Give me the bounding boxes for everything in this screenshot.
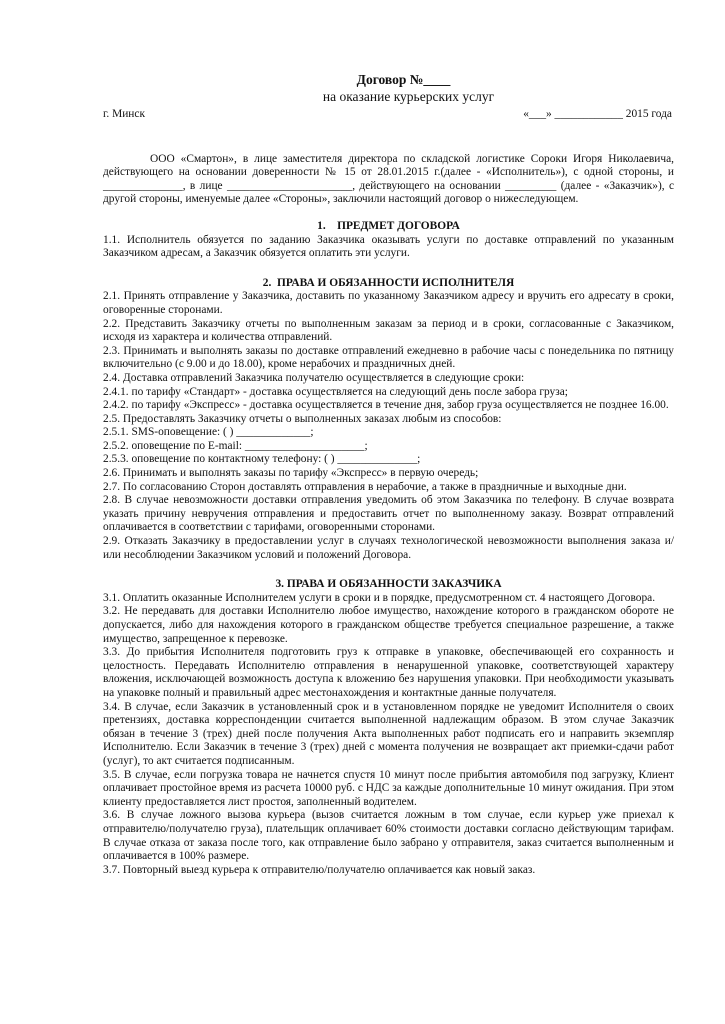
clause: 2.5.2. оповещение по E-mail: _____________________; — [103, 439, 368, 452]
contract-subtitle: на оказание курьерских услуг — [322, 89, 495, 104]
clause: 2.5. Предоставлять Заказчику отчеты о выполненных заказах любым из способов: — [103, 412, 502, 425]
clause: 3.5. В случае, если погрузка товара не начнется спустя 10 минут после прибытия автомобиля под загрузку, Клиент оплачивает простойное время из расчета 10000 руб. с НДС за каждые дополнительные 10 минут ожидания. При этом клиенту предоставляется лист простоя, заполненный водителем. — [103, 768, 674, 808]
section-subject — [103, 234, 674, 261]
section-contractor — [103, 290, 674, 562]
section-title-customer: 3. ПРАВА И ОБЯЗАННОСТИ ЗАКАЗЧИКА — [275, 578, 502, 591]
clause: 2.2. Представить Заказчику отчеты по выполненным заказам за период и в сроки, согласованные с Заказчиком, исходя из характера и количества отправлений. — [103, 317, 674, 344]
clause: 2.1. Принять отправление у Заказчика, доставить по указанному Заказчиком адресу и вручить его адресату в сроки, оговоренные сторонами. — [103, 290, 674, 316]
clause: 2.4.2. по тарифу «Экспресс» - доставка осуществляется в течение дня, забор груза осуществляется не позднее 16.00. — [103, 399, 669, 412]
clause: 3.6. В случае ложного вызова курьера (вызов считается ложным в том случае, если курьер уже приехал к отправителю/получателю груза), плательщик оплачивает 60% стоимости доставки согласно действующим тарифам. В случае отказа от заказа после того, как отправление было забрано у отправителя, заказ считается выполненным и оплачивается в 100% размере. — [103, 809, 674, 863]
clause: 2.7. По согласованию Сторон доставлять отправления в нерабочие, а также в праздничные и выходные дни. — [103, 480, 627, 493]
section-customer — [103, 592, 674, 877]
contract-document — [103, 72, 674, 877]
clause: 2.6. Принимать и выполнять заказы по тарифу «Экспресс» в первую очередь; — [103, 467, 479, 480]
clause: 3.1. Оплатить оказанные Исполнителем услуги в сроки и в порядке, предусмотренном ст. 4 настоящего Договора. — [103, 591, 656, 604]
preamble: ООО «Смартон», в лице заместителя директора по складской логистике Сороки Игоря Николаевича, действующего на основании доверенности № 15 от 28.01.2015 г.(далее - «Исполнитель»), с одной стороны, и ______________, в лице ______________________, действующего на основании _________ (далее - «Заказчик»), с другой стороны, именуемые далее «Стороны», заключили настоящий договор о нижеследующем. — [103, 152, 674, 206]
contract-title: Договор №____ — [356, 72, 451, 87]
clause: 2.5.3. оповещение по контактному телефону: ( ) ______________; — [103, 453, 421, 466]
section-title-subject: 1. ПРЕДМЕТ ДОГОВОРА — [317, 219, 460, 232]
contract-date: «___» ____________ 2015 года — [523, 108, 672, 120]
clause: 3.4. В случае, если Заказчик в установленный срок и в установленном порядке не уведомит Исполнителя о своих претензиях, доставка корреспонденции считается выполненной надлежащим образом. В этом случае Заказчик обязан в течение 3 (трех) дней после получения Акта выполненных работ подписать его и направить экземпляр Исполнителю. Если Заказчик в течение 3 (трех) дней с момента получения не возвращает акт приемки-сдачи работ (услуг), то акт считается подписанным. — [103, 700, 674, 767]
clause: 2.5.1. SMS-оповещение: ( ) _____________; — [103, 426, 314, 439]
city-date-line — [103, 108, 674, 122]
clause: 2.8. В случае невозможности доставки отправления уведомить об этом Заказчика по телефону. В случае возврата указать причину невручения отправления и предоставить отчет по выполненному заказу. Возврат отправлений оплачивается в соответствии с тарифами, оговоренными сторонами. — [103, 494, 674, 534]
clause: 2.3. Принимать и выполнять заказы по доставке отправлений ежедневно в рабочие часы с понедельника по пятницу включительно (с 9.00 и до 18.00), кроме нерабочих и праздничных дней. — [103, 344, 674, 371]
clause: 2.9. Отказать Заказчику в предоставлении услуг в случаях технологической невозможности выполнения заказа и/ или несоблюдении Заказчиком условий и положений Договора. — [103, 535, 674, 561]
city: г. Минск — [103, 108, 145, 120]
clause: 2.4. Доставка отправлений Заказчика получателю осуществляется в следующие сроки: — [103, 371, 525, 384]
clause: 3.2. Не передавать для доставки Исполнителю любое имущество, нахождение которого в гражданском обороте не допускается, либо для нахождения которого в гражданском обществе требуется специальное разрешение, а также имущество, запрещенное к перевозке. — [103, 605, 674, 645]
section-title-contractor: 2. ПРАВА И ОБЯЗАННОСТИ ИСПОЛНИТЕЛЯ — [262, 276, 515, 289]
clause: 3.7. Повторный выезд курьера к отправителю/получателю оплачивается как новый заказ. — [103, 863, 536, 876]
clause: 2.4.1. по тарифу «Стандарт» - доставка осуществляется на следующий день после забора груза; — [103, 385, 568, 398]
clause: 1.1. Исполнитель обязуется по заданию Заказчика оказывать услуги по доставке отправлений по указанным Заказчиком адресам, а Заказчик обязуется оплатить эти услуги. — [103, 233, 674, 260]
clause: 3.3. До прибытия Исполнителя подготовить груз к отправке в упаковке, обеспечивающей его сохранность и целостность. Передавать Исполнителю отправления в ненарушенной упаковке, соответствующей характеру вложения, исключающей возможность доступа к вложению без нарушения упаковки. При необходимости указывать на упаковке полный и правильный адрес местонахождения и контактные данные получателя. — [103, 646, 674, 699]
